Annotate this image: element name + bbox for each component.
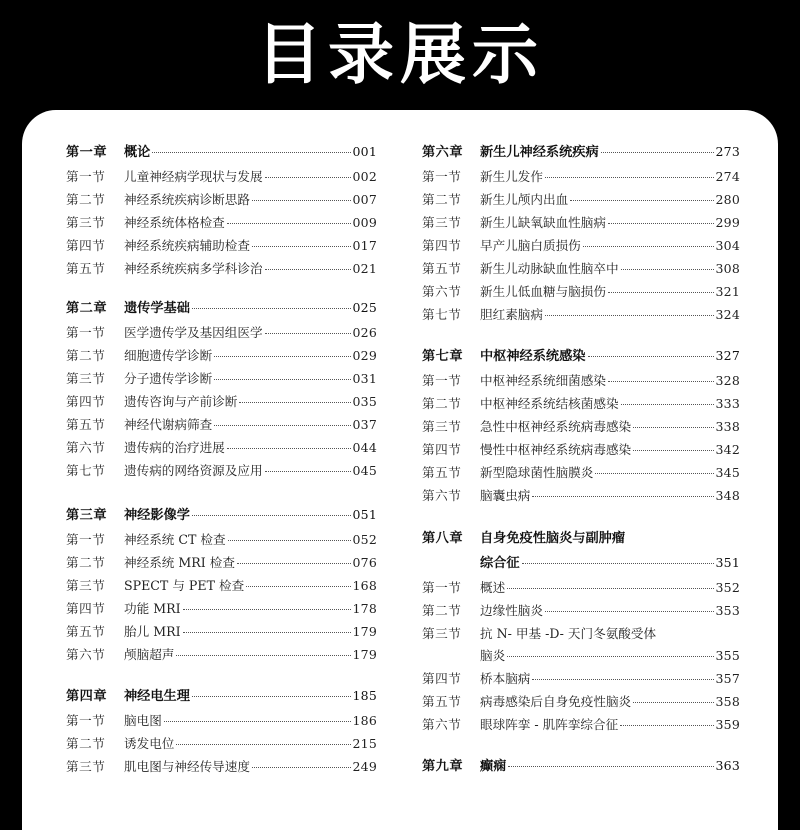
section-row[interactable] xyxy=(422,668,740,691)
leader-dots xyxy=(621,404,714,405)
section-page: 007 xyxy=(352,192,377,207)
section-title: 神经系统疾病辅助检查 xyxy=(124,238,250,253)
section-title: 新生儿缺氧缺血性脑病 xyxy=(480,215,606,230)
leader-dots xyxy=(192,515,351,516)
section-number: 第五节 xyxy=(422,261,462,276)
section-title-continued: 脑炎 xyxy=(480,648,506,663)
section-row[interactable] xyxy=(66,460,377,483)
section-number: 第四节 xyxy=(422,442,462,457)
chapter-page: 025 xyxy=(352,300,377,315)
leader-dots xyxy=(176,744,350,745)
section-title: 桥本脑病 xyxy=(480,671,531,686)
leader-dots xyxy=(633,427,713,428)
chapter-number: 第二章 xyxy=(66,301,108,316)
section-row[interactable] xyxy=(422,393,740,416)
section-number: 第四节 xyxy=(66,601,106,616)
chapter-gap xyxy=(66,285,377,297)
leader-dots xyxy=(214,356,350,357)
section-page: 017 xyxy=(352,238,377,253)
leader-dots xyxy=(214,425,350,426)
section-number: 第六节 xyxy=(66,647,106,662)
section-row[interactable] xyxy=(66,166,377,189)
section-title: 胎儿 MRI xyxy=(124,624,181,639)
section-row[interactable] xyxy=(422,439,740,462)
section-row[interactable] xyxy=(66,733,377,756)
section-page: 352 xyxy=(715,580,740,595)
section-row[interactable] xyxy=(422,304,740,327)
leader-dots xyxy=(545,611,714,612)
leader-dots xyxy=(621,269,714,270)
chapter-title: 中枢神经系统感染 xyxy=(480,349,586,364)
toc-chapter xyxy=(422,345,740,508)
chapter-title: 神经电生理 xyxy=(124,689,190,704)
section-title: 遗传病的网络资源及应用 xyxy=(124,463,263,478)
section-row[interactable] xyxy=(66,258,377,281)
leader-dots xyxy=(183,632,351,633)
section-page: 045 xyxy=(352,463,377,478)
section-number: 第一节 xyxy=(66,532,106,547)
leader-dots xyxy=(608,381,714,382)
section-number: 第四节 xyxy=(422,238,462,253)
leader-dots xyxy=(633,702,713,703)
section-title: 新生儿发作 xyxy=(480,169,543,184)
section-title: 神经系统 CT 检查 xyxy=(124,532,226,547)
section-number: 第六节 xyxy=(422,284,462,299)
section-page: 021 xyxy=(352,261,377,276)
leader-dots xyxy=(522,563,714,564)
section-number: 第五节 xyxy=(422,465,462,480)
chapter-title: 自身免疫性脑炎与副肿瘤 xyxy=(480,531,626,546)
section-number: 第六节 xyxy=(66,440,106,455)
section-title: 神经系统疾病多学科诊治 xyxy=(124,261,263,276)
leader-dots xyxy=(214,379,350,380)
chapter-row[interactable] xyxy=(66,504,377,529)
section-title: 医学遗传学及基因组医学 xyxy=(124,325,263,340)
leader-dots xyxy=(183,609,351,610)
chapter-gap xyxy=(422,331,740,345)
section-page: 359 xyxy=(715,717,740,732)
toc-chapter xyxy=(422,755,740,780)
section-page: 345 xyxy=(715,465,740,480)
section-title: 肌电图与神经传导速度 xyxy=(124,759,250,774)
section-title: 胆红素脑病 xyxy=(480,307,543,322)
section-row[interactable] xyxy=(422,485,740,508)
section-number: 第三节 xyxy=(66,759,106,774)
section-page: 044 xyxy=(352,440,377,455)
section-page: 037 xyxy=(352,417,377,432)
leader-dots xyxy=(164,721,351,722)
section-row[interactable] xyxy=(422,258,740,281)
chapter-title-continued: 综合征 xyxy=(480,556,520,571)
section-row[interactable] xyxy=(422,600,740,623)
toc-chapter xyxy=(66,141,377,281)
section-title: 急性中枢神经系统病毒感染 xyxy=(480,419,632,434)
section-title: 中枢神经系统细菌感染 xyxy=(480,373,606,388)
section-page: 249 xyxy=(352,759,377,774)
chapter-row[interactable] xyxy=(422,755,740,780)
chapter-gap xyxy=(422,512,740,527)
leader-dots xyxy=(192,696,351,697)
section-number: 第六节 xyxy=(422,717,462,732)
leader-dots xyxy=(252,767,351,768)
section-title: 神经系统体格检查 xyxy=(124,215,225,230)
section-row[interactable] xyxy=(422,189,740,212)
section-title: 抗 N- 甲基 -D- 天门冬氨酸受体 xyxy=(480,626,657,641)
section-page: 353 xyxy=(715,603,740,618)
section-row[interactable] xyxy=(422,577,740,600)
chapter-gap xyxy=(422,741,740,755)
chapter-number: 第九章 xyxy=(422,759,464,774)
section-row[interactable] xyxy=(422,166,740,189)
section-title: 功能 MRI xyxy=(124,601,181,616)
section-page: 280 xyxy=(715,192,740,207)
section-row[interactable] xyxy=(66,345,377,368)
section-title: 神经系统 MRI 检查 xyxy=(124,555,235,570)
leader-dots xyxy=(239,402,350,403)
section-row[interactable] xyxy=(66,598,377,621)
leader-dots xyxy=(176,655,350,656)
toc-right-column xyxy=(422,141,740,784)
chapter-row-continued[interactable] xyxy=(422,552,740,577)
section-row[interactable] xyxy=(66,322,377,345)
section-row[interactable] xyxy=(422,370,740,393)
section-page: 299 xyxy=(715,215,740,230)
section-page: 031 xyxy=(352,371,377,386)
section-title: 脑囊虫病 xyxy=(480,488,531,503)
leader-dots xyxy=(507,588,713,589)
leader-dots xyxy=(583,246,714,247)
chapter-title: 神经影像学 xyxy=(124,508,190,523)
section-page: 009 xyxy=(352,215,377,230)
leader-dots xyxy=(265,333,351,334)
section-number: 第一节 xyxy=(422,169,462,184)
toc-chapter xyxy=(66,685,377,779)
leader-dots xyxy=(227,223,351,224)
section-row[interactable] xyxy=(66,212,377,235)
section-row[interactable] xyxy=(66,414,377,437)
section-page: 328 xyxy=(715,373,740,388)
chapter-page: 327 xyxy=(715,348,740,363)
section-title: 眼球阵挛 - 肌阵挛综合征 xyxy=(480,717,619,732)
leader-dots xyxy=(545,177,714,178)
leader-dots xyxy=(265,471,351,472)
section-row[interactable] xyxy=(66,529,377,552)
section-page: 052 xyxy=(352,532,377,547)
section-number: 第三节 xyxy=(66,215,106,230)
chapter-number: 第八章 xyxy=(422,531,464,546)
section-page: 304 xyxy=(715,238,740,253)
section-page: 274 xyxy=(715,169,740,184)
section-page: 026 xyxy=(352,325,377,340)
section-number: 第七节 xyxy=(422,307,462,322)
section-page: 035 xyxy=(352,394,377,409)
section-number: 第三节 xyxy=(422,215,462,230)
toc-left-column xyxy=(66,141,377,783)
section-title: 诱发电位 xyxy=(124,736,175,751)
section-page: 355 xyxy=(715,648,740,663)
section-number: 第一节 xyxy=(66,325,106,340)
chapter-gap xyxy=(66,487,377,504)
chapter-title: 癫痫 xyxy=(480,759,507,774)
chapter-page: 185 xyxy=(352,688,377,703)
section-page: 348 xyxy=(715,488,740,503)
section-row[interactable] xyxy=(422,462,740,485)
section-page: 029 xyxy=(352,348,377,363)
leader-dots xyxy=(192,308,351,309)
section-page: 358 xyxy=(715,694,740,709)
section-title: 边缘性脑炎 xyxy=(480,603,543,618)
section-title: 新生儿动脉缺血性脑卒中 xyxy=(480,261,619,276)
section-number: 第四节 xyxy=(66,238,106,253)
chapter-gap xyxy=(66,671,377,685)
chapter-title: 新生儿神经系统疾病 xyxy=(480,145,599,160)
chapter-title: 遗传学基础 xyxy=(124,301,190,316)
chapter-page: 001 xyxy=(352,144,377,159)
leader-dots xyxy=(608,292,714,293)
section-number: 第七节 xyxy=(66,463,106,478)
section-page: 321 xyxy=(715,284,740,299)
leader-dots xyxy=(252,246,351,247)
section-row-continued[interactable] xyxy=(422,645,740,668)
section-number: 第二节 xyxy=(66,555,106,570)
leader-dots xyxy=(595,473,713,474)
section-row[interactable] xyxy=(422,623,740,645)
section-title: 分子遗传学诊断 xyxy=(124,371,213,386)
leader-dots xyxy=(227,448,351,449)
leader-dots xyxy=(588,356,714,357)
section-page: 215 xyxy=(352,736,377,751)
section-number: 第二节 xyxy=(66,736,106,751)
leader-dots xyxy=(601,152,714,153)
chapter-row[interactable] xyxy=(66,297,377,322)
chapter-row[interactable] xyxy=(66,141,377,166)
section-row[interactable] xyxy=(66,235,377,258)
leader-dots xyxy=(237,563,351,564)
chapter-number: 第六章 xyxy=(422,145,464,160)
section-page: 168 xyxy=(352,578,377,593)
section-title: 新生儿颅内出血 xyxy=(480,192,569,207)
section-number: 第五节 xyxy=(66,624,106,639)
section-row[interactable] xyxy=(66,710,377,733)
section-page: 357 xyxy=(715,671,740,686)
chapter-number: 第三章 xyxy=(66,508,108,523)
section-page: 002 xyxy=(352,169,377,184)
toc-chapter xyxy=(66,504,377,667)
section-row[interactable] xyxy=(66,368,377,391)
toc-chapter xyxy=(422,527,740,737)
section-title: 中枢神经系统结核菌感染 xyxy=(480,396,619,411)
leader-dots xyxy=(228,540,351,541)
chapter-row[interactable] xyxy=(422,345,740,370)
section-title: 早产儿脑白质损伤 xyxy=(480,238,581,253)
section-number: 第三节 xyxy=(422,419,462,434)
section-number: 第三节 xyxy=(422,626,462,641)
section-page: 308 xyxy=(715,261,740,276)
section-row[interactable] xyxy=(422,691,740,714)
leader-dots xyxy=(633,450,713,451)
leader-dots xyxy=(545,315,714,316)
leader-dots xyxy=(570,200,713,201)
section-row[interactable] xyxy=(422,212,740,235)
section-number: 第四节 xyxy=(66,394,106,409)
section-number: 第五节 xyxy=(66,261,106,276)
section-row[interactable] xyxy=(422,714,740,737)
leader-dots xyxy=(246,586,350,587)
section-number: 第二节 xyxy=(66,192,106,207)
section-number: 第二节 xyxy=(422,396,462,411)
leader-dots xyxy=(265,269,351,270)
section-number: 第三节 xyxy=(66,371,106,386)
section-title: SPECT 与 PET 检查 xyxy=(124,578,245,593)
section-number: 第六节 xyxy=(422,488,462,503)
section-number: 第一节 xyxy=(66,169,106,184)
section-number: 第五节 xyxy=(422,694,462,709)
section-row[interactable] xyxy=(422,235,740,258)
chapter-row[interactable] xyxy=(66,685,377,710)
section-row[interactable] xyxy=(66,437,377,460)
section-number: 第二节 xyxy=(422,603,462,618)
header-banner xyxy=(0,0,800,110)
section-row[interactable] xyxy=(66,189,377,212)
section-page: 178 xyxy=(352,601,377,616)
section-row[interactable] xyxy=(66,621,377,644)
leader-dots xyxy=(620,725,713,726)
section-page: 076 xyxy=(352,555,377,570)
section-number: 第三节 xyxy=(66,578,106,593)
section-number: 第四节 xyxy=(422,671,462,686)
section-page: 338 xyxy=(715,419,740,434)
chapter-number: 第七章 xyxy=(422,349,464,364)
section-title: 慢性中枢神经系统病毒感染 xyxy=(480,442,632,457)
section-title: 神经代谢病筛查 xyxy=(124,417,213,432)
leader-dots xyxy=(152,152,350,153)
section-title: 神经系统疾病诊断思路 xyxy=(124,192,250,207)
chapter-row[interactable] xyxy=(422,527,740,552)
section-number: 第一节 xyxy=(422,580,462,595)
section-title: 新生儿低血糖与脑损伤 xyxy=(480,284,606,299)
page-title: 目录展示 xyxy=(256,16,544,93)
leader-dots xyxy=(265,177,351,178)
leader-dots xyxy=(532,679,713,680)
chapter-row[interactable] xyxy=(422,141,740,166)
chapter-title: 概论 xyxy=(124,145,151,160)
section-number: 第一节 xyxy=(66,713,106,728)
toc-chapter xyxy=(66,297,377,483)
chapter-page: 273 xyxy=(715,144,740,159)
section-page: 186 xyxy=(352,713,377,728)
section-title: 脑电图 xyxy=(124,713,162,728)
section-page: 342 xyxy=(715,442,740,457)
section-title: 细胞遗传学诊断 xyxy=(124,348,213,363)
leader-dots xyxy=(508,766,713,767)
section-number: 第一节 xyxy=(422,373,462,388)
section-row[interactable] xyxy=(66,644,377,667)
leader-dots xyxy=(252,200,351,201)
section-row[interactable] xyxy=(422,281,740,304)
chapter-number: 第一章 xyxy=(66,145,108,160)
section-number: 第五节 xyxy=(66,417,106,432)
section-title: 病毒感染后自身免疫性脑炎 xyxy=(480,694,632,709)
section-row[interactable] xyxy=(66,575,377,598)
toc-chapter xyxy=(422,141,740,327)
section-row[interactable] xyxy=(66,552,377,575)
leader-dots xyxy=(532,496,713,497)
section-page: 333 xyxy=(715,396,740,411)
chapter-page: 351 xyxy=(715,555,740,570)
section-row[interactable] xyxy=(422,416,740,439)
chapter-page: 051 xyxy=(352,507,377,522)
section-title: 概述 xyxy=(480,580,506,595)
section-number: 第二节 xyxy=(422,192,462,207)
section-title: 遗传咨询与产前诊断 xyxy=(124,394,238,409)
leader-dots xyxy=(608,223,714,224)
section-page: 179 xyxy=(352,647,377,662)
section-row[interactable] xyxy=(66,756,377,779)
section-title: 遗传病的治疗进展 xyxy=(124,440,225,455)
section-title: 颅脑超声 xyxy=(124,647,175,662)
section-page: 179 xyxy=(352,624,377,639)
section-page: 324 xyxy=(715,307,740,322)
section-title: 儿童神经病学现状与发展 xyxy=(124,169,263,184)
chapter-number: 第四章 xyxy=(66,689,108,704)
section-row[interactable] xyxy=(66,391,377,414)
section-number: 第二节 xyxy=(66,348,106,363)
leader-dots xyxy=(507,656,713,657)
chapter-page: 363 xyxy=(715,758,740,773)
section-title: 新型隐球菌性脑膜炎 xyxy=(480,465,594,480)
